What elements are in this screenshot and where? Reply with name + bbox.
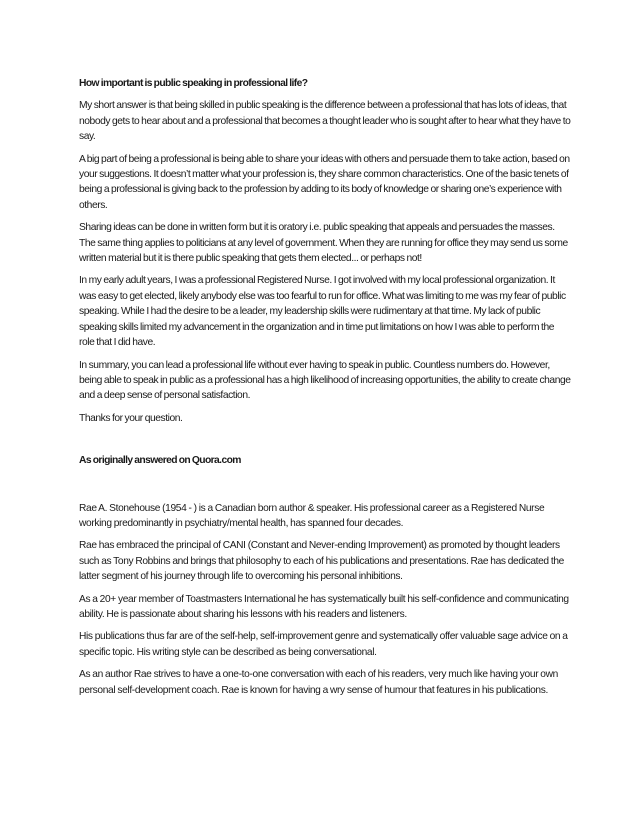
bio-paragraph-5: As an author Rae strives to have a one-to-one conversation with each of his readers, very much like having your own personal self-development coach. Rae is known for having a wry sense of humour that features in his publications.: [79, 669, 558, 696]
bio-paragraph-3: As a 20+ year member of Toastmasters International he has systematically built his self-confidence and communicating ability. He is passionate about sharing his lessons with his readers and listeners.: [79, 593, 569, 620]
article-paragraph-2: A big part of being a professional is being able to share your ideas with others and persuade them to take action, based on your suggestions. It doesn’t matter what your profession is, they share common characteristics. One of the basic tenets of being a professional is giving back to the profession by adding to its body of knowledge or sharing one’s experience with others.: [79, 153, 570, 211]
article-section: [79, 76, 571, 469]
article-paragraph-4: In my early adult years, I was a professional Registered Nurse. I got involved with my local professional organization. It was easy to get elected, likely anybody else was too fearful to run for office. What was limiting to me was my fear of public speaking. While I had the desire to be a leader, my leadership skills were rudimentary at that time. My lack of public speaking skills limited my advancement in the organization and in time put limitations on how I was able to perform the role that I did have.: [79, 275, 566, 349]
bio-paragraph-2: Rae has embraced the principal of CANI (Constant and Never-ending Improvement) as promoted by thought leaders such as Tony Robbins and brings that philosophy to each of his publications and presentations. Rae has dedicated the latter segment of his journey through life to overcoming his personal inhibitions.: [79, 540, 564, 583]
source-heading: As originally answered on Quora.com: [79, 455, 241, 467]
article-paragraph-5: In summary, you can lead a professional life without ever having to speak in public. Countless numbers do. However, being able to speak in public as a professional has a high likelihood of increasing opportunities, the ability to create change and a deep sense of personal satisfaction.: [79, 359, 571, 402]
bio-paragraph-1: Rae A. Stonehouse (1954 - ) is a Canadian born author & speaker. His professional career as a Registered Nurse working predominantly in psychiatry/mental health, has spanned four decades.: [79, 502, 545, 529]
document-page: [79, 76, 571, 705]
bio-paragraph-4: His publications thus far are of the self-help, self-improvement genre and systematically offer valuable sage advice on a specific topic. His writing style can be described as being conversational.: [79, 631, 568, 658]
article-paragraph-3: Sharing ideas can be done in written form but it is oratory i.e. public speaking that appeals and persuades the masses. The same thing applies to politicians at any level of government. When they are running for office they may send us some written material but it is there public speaking that gets them elected... or perhaps not!: [79, 222, 568, 265]
closing-line: Thanks for your question.: [79, 412, 183, 424]
author-bio-section: [79, 501, 571, 698]
article-paragraph-1: My short answer is that being skilled in public speaking is the difference between a professional that has lots of ideas, that nobody gets to hear about and a professional that becomes a thought leader who is sought after to hear what they have to say.: [79, 100, 571, 143]
question-heading: How important is public speaking in professional life?: [79, 78, 308, 89]
